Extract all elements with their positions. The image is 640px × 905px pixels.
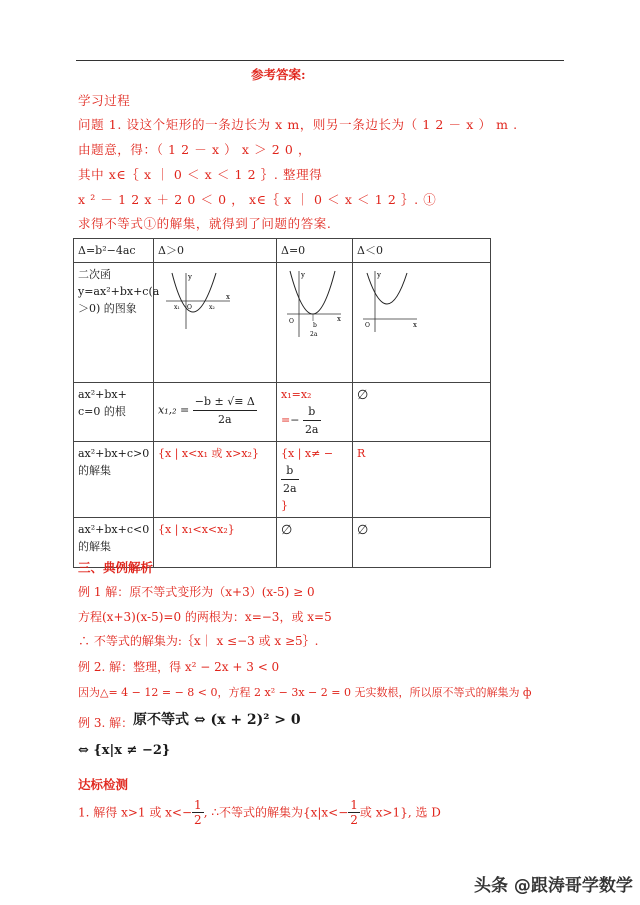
greater-delta-zero: {x | x≠ − $\frac{b}{2a}$ }	[277, 442, 353, 518]
watermark: 头条 @跟涛哥学数学	[474, 876, 633, 896]
graph-row-label: 二次函 y=ax²+bx+c(a ＞0) 的图象	[74, 263, 154, 383]
table-header-row	[74, 239, 491, 263]
less-delta-neg: ∅	[353, 518, 491, 568]
example1-line-3: ∴ 不等式的解集为:｛x｜ x ≤−3 或 x ≥5｝.	[78, 634, 319, 648]
parabola-one-root-graph	[285, 269, 345, 339]
header-discriminant: Δ=b²−4ac	[74, 239, 154, 263]
example2-line-1: 例 2. 解：整理，得 x² − 2x + 3 < 0	[78, 660, 280, 674]
graph-delta-neg-cell	[353, 263, 491, 383]
graph-delta-zero-cell	[277, 263, 353, 383]
problem-line-2: 由题意，得：（ 1 2 － x ） x ＞ 2 0 ，	[78, 142, 312, 157]
table-row-roots	[74, 383, 491, 442]
example3-formula: 原不等式 ⇔ (x + 2)² > 0	[133, 712, 301, 728]
less-delta-zero: ∅	[277, 518, 353, 568]
svg-text:O: O	[365, 322, 370, 330]
example3-result: ⇔ {x|x ≠ −2}	[78, 743, 171, 758]
svg-text:x: x	[413, 321, 417, 330]
header-delta-zero: Δ=0	[277, 239, 353, 263]
svg-text:x: x	[226, 293, 230, 302]
svg-text:x₁: x₁	[174, 304, 180, 312]
header-delta-pos: Δ＞0	[154, 239, 277, 263]
section3-title: 三、典例解析	[78, 560, 154, 575]
example1-line-2: 方程(x+3)(x-5)=0 的两根为：x=−3，或 x=5	[78, 610, 332, 624]
greater-delta-neg: R	[353, 442, 491, 518]
quadratic-summary-table	[73, 238, 491, 568]
problem-line-1: 问题 1. 设这个矩形的一条边长为 x m，则另一条边长为（ 1 2 － x ） m .	[78, 117, 518, 132]
roots-delta-zero: x₁=x₂ =− $\frac{b}{2a}$	[277, 383, 353, 442]
check-title: 达标检测	[78, 777, 129, 792]
greater-row-label: ax²+bx+c>0 的解集	[74, 442, 154, 518]
svg-text:x₂: x₂	[209, 304, 215, 312]
greater-delta-pos: {x | x<x₁ 或 x>x₂}	[154, 442, 277, 518]
svg-text:2a: 2a	[310, 331, 318, 339]
table-row-greater	[74, 442, 491, 518]
roots-row-label: ax²+bx+ c=0 的根	[74, 383, 154, 442]
svg-text:O: O	[187, 304, 192, 312]
less-row-label: ax²+bx+c<0 的解集	[74, 518, 154, 568]
example1-line-1: 例 1 解：原不等式变形为（x+3）(x-5) ≥ 0	[78, 585, 315, 599]
parabola-no-roots-graph	[361, 269, 421, 334]
svg-text:y: y	[377, 271, 381, 280]
svg-text:x: x	[337, 315, 341, 324]
answer-title: 参考答案:	[251, 67, 306, 82]
problem-line-3: 其中 x∈｛ x ｜ 0 ＜ x ＜ 1 2 ｝. 整理得	[78, 167, 323, 182]
svg-text:O: O	[289, 318, 294, 326]
table-row-graph	[74, 263, 491, 383]
check1-line: 1. 解得 x>1 或 x<− $\frac{1}{2}$ , ∴不等式的解集为{x|x<− $\frac{1}{2}$ 或 x>1}, 选 D	[78, 798, 441, 828]
example2-line-2: 因为△= 4 − 12 = − 8 < 0，方程 2 x² − 3x − 2 = 0 无实数根，所以原不等式的解集为 ф	[78, 686, 532, 699]
roots-delta-neg: ∅	[353, 383, 491, 442]
problem-line-5: 求得不等式①的解集，就得到了问题的答案.	[78, 216, 332, 231]
svg-text:y: y	[188, 273, 192, 282]
example3-label: 例 3. 解：	[78, 716, 134, 730]
graph-delta-pos-cell	[154, 263, 277, 383]
roots-delta-pos: x₁,₂ = $\frac{-b \pm √\equiv \Delta}{2a}$	[154, 383, 277, 442]
less-delta-pos: {x | x₁<x<x₂}	[154, 518, 277, 568]
section-process-title: 学习过程	[78, 93, 131, 108]
header-delta-neg: Δ＜0	[353, 239, 491, 263]
svg-text:y: y	[301, 271, 305, 280]
header-rule	[76, 60, 564, 61]
problem-line-4: x ² － 1 2 x ＋ 2 0 ＜ 0 ， x∈｛ x ｜ 0 ＜ x ＜ 1 2 ｝. ①	[78, 192, 437, 207]
svg-text:b: b	[313, 322, 317, 330]
parabola-two-roots-graph	[164, 271, 234, 331]
